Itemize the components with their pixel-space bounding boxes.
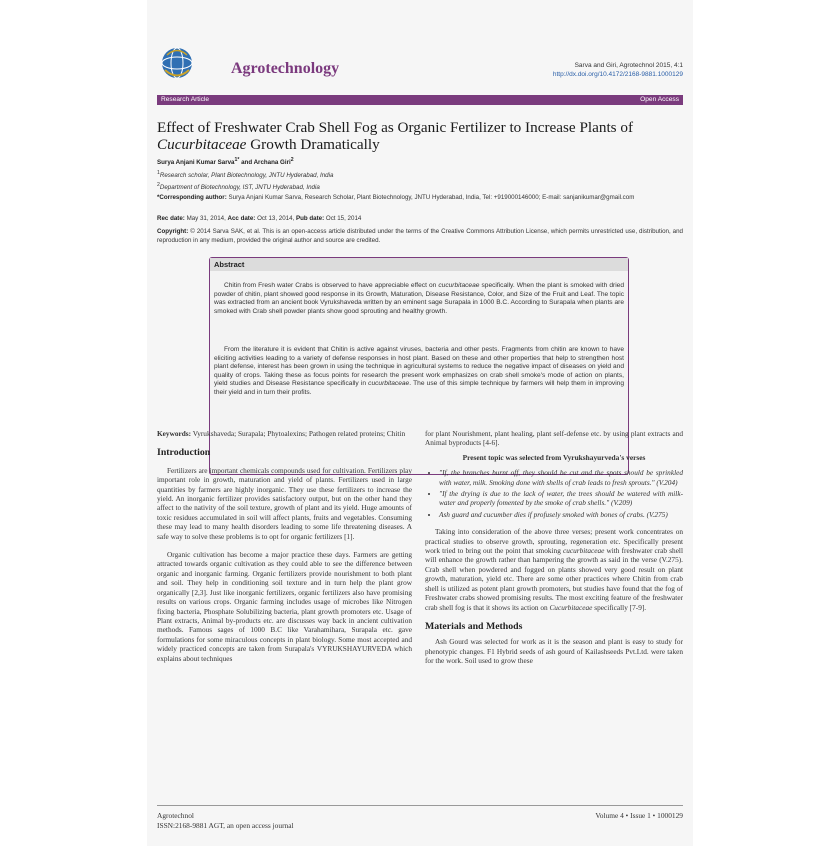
introduction-heading: Introduction	[157, 447, 211, 459]
study-italic-1: cucurbitaceae	[563, 546, 605, 556]
rec-date: May 31, 2014,	[184, 215, 228, 222]
abs-p1-a: Chitin from Fresh water Crabs is observed to have appreciable effect on	[224, 282, 439, 289]
footer-issn: ISSN:2168-9881 AGT, an open access journal	[157, 820, 294, 830]
copyright-label: Copyright:	[157, 228, 189, 235]
affiliation-1	[157, 169, 683, 181]
article-type-label: Research Article	[161, 96, 210, 103]
title-text: Effect of Freshwater Crab Shell Fog as Organic Fertilizer to Increase Plants of	[157, 119, 634, 136]
corresponding-author	[157, 194, 683, 203]
corresponding-label: *Corresponding author:	[157, 194, 227, 201]
article-title	[157, 119, 677, 153]
author-2: and Archana Giri	[239, 159, 291, 167]
methods-heading: Materials and Methods	[425, 620, 523, 632]
citation-text: Sarva and Giri, Agrotechnol 2015, 4:1	[574, 62, 683, 69]
footer-volume: Volume 4 • Issue 1 • 1000129	[595, 811, 683, 820]
dates-line	[157, 215, 683, 224]
study-text-a: Taking into consideration of the above three verses; present work concentrates on practical studies to observe growth, sprouting, regeneration etc. Specifically present work tried to bring out the point that smoking	[425, 527, 683, 556]
pub-date: Oct 15, 2014	[324, 215, 362, 222]
author-2-sup: 2	[290, 157, 294, 163]
continued-paragraph: for plant Nourishment, plant healing, plant self-defense etc. by using plant extracts and Animal byproducts [4-6].	[425, 429, 683, 448]
left-column	[157, 429, 412, 663]
journal-name: Agrotechnology	[231, 60, 340, 77]
footer-journal: Agrotechnol	[157, 811, 194, 820]
study-italic-2: Cucurbitaceae	[549, 602, 593, 612]
abstract-paragraph-1	[214, 282, 624, 316]
aff1-sup: 1	[157, 170, 160, 176]
copyright-text: © 2014 Sarva SAK, et al. This is an open-access article distributed under the terms of the Creative Commons Attribution License, which permits unrestricted use, distribution, and reproduction in any medium, provided the original author and source are credited.	[157, 228, 683, 244]
study-paragraph	[425, 527, 683, 612]
corresponding-text: Surya Anjani Kumar Sarva, Research Scholar, Plant Biotechnology, JNTU Hyderabad, India, Tel: +919000146000; E-mail: sanjanikumar@gmail.com	[226, 194, 635, 201]
abs-p1-b: specifically. When the plant is smoked with dried powder of chitin, plant showed good response in its Growth, Maturation, Disease Resistance, Color, and Size of the Fruit and Leaf. The topic was extracted from an ancient book Vyrukshaveda written by an eminent sage Surapala in 1000 B.C. According to Surapala when plants are smoked with Crab shell powder plants show good sprouting and healthy growth.	[214, 282, 624, 315]
citation-block	[553, 61, 683, 79]
footer-rule	[157, 805, 683, 806]
author-line	[157, 156, 683, 168]
abs-p2-b: . The use of this simple technique by farmers will help them in improving their yield and in turn their profits.	[214, 380, 624, 396]
study-text-b: with freshwater crab shell will enhance the growth rather than hampering the growth as said in the verse (V.275). Crab shell when powdered and fogged on plants showed very good result on plant growth, maturation, yield etc. There are some other practices where Chitin from crab shell is utilized as potent plant growth promoters, but studies have found that the fog of Freshwater crabs showed promising results. The most exciting feature of the freshwater crab shell fog is that it shows its action on	[425, 546, 683, 612]
verse-item: • "If, the branches burnt off, they should be cut and the spots should be sprinkled with water, milk. Smoking done with shells of crab leads to fresh sprouts." (V.204)	[439, 468, 683, 487]
intro-paragraph-2: Organic cultivation has become a major practice these days. Farmers are getting attracted towards organic cultivation as they could able to see the difference between organic and inorganic farming. Organic fertilizers provide nourishment to both plant and soil. They help in conditioning soil texture and in turn help the plant grow organically [2,3]. Just like inorganic fertilizers, organic fertilizers also have promising results on various crops. Organic farming includes usage of microbes like Nitrogen fixing bacteria, Phosphate Solubilizing bacteria, plant growth promoters etc. Usage of Plant extracts, Animal by-products etc. are discusses way back in ancient cultivation methods. Famous sages of 1000 B.C like Varahamihara, Surapala etc. gave formulations for some miraculous concepts in plant biology. Some most accepted and widely practiced concepts are taken from Surapala's VYRUKSHAYURVEDA which explains about techniques	[157, 550, 412, 663]
methods-paragraph: Ash Gourd was selected for work as it is the season and plant is easy to study for phenotypic changes. F1 Hybrid seeds of ash gourd of Kailashseeds Pvt.Ltd. were taken for the work. Soil used to grow these	[425, 637, 683, 666]
rec-label: Rec date:	[157, 215, 185, 222]
pub-label: Pub date:	[295, 215, 325, 222]
abs-p2-i: cucurbitaceae	[368, 380, 410, 388]
author-1-sup: 1*	[234, 157, 240, 163]
page-footer	[157, 811, 683, 830]
copyright-notice	[157, 228, 683, 245]
aff2-text: Department of Biotechnology, IST, JNTU Hyderabad, India	[159, 184, 320, 192]
verses-heading: Present topic was selected from Vyrukshayurveda's verses	[462, 452, 646, 462]
journal-logo-icon	[157, 43, 197, 83]
abs-p1-i: cucurbitaceae	[438, 282, 480, 289]
author-1: Surya Anjani Kumar Sarva	[157, 159, 235, 167]
keywords-label: Keywords:	[157, 429, 192, 438]
title-italic: Cucurbitaceae	[157, 136, 247, 153]
aff1-text: Research scholar, Plant Biotechnology, JNTU Hyderabad, India	[159, 172, 334, 180]
aff2-sup: 2	[157, 182, 160, 188]
acc-date: Oct 13, 2014,	[255, 215, 296, 222]
abstract-heading: Abstract	[210, 258, 628, 271]
affiliation-2	[157, 181, 683, 193]
abs-p2-a: From the literature it is evident that Chitin is active against viruses, bacteria and other pests. Fragments from chitin are known to have eliciting activities leading to a variety of defense responses in host plant. Based on these and other properties that help to strengthen host plant defense, interest has been grown in using the technique in agricultural systems to reduce the negative impact of diseases on yield and quality of crops. Taking these as focus points for research the present work emphasizes on crab shell smoke's mode of action on plants, yield studies and Disease Resistance specifically in	[214, 346, 624, 388]
title-tail: Growth Dramatically	[246, 136, 380, 153]
doi-link[interactable]: http://dx.doi.org/10.4172/2168-9881.1000129	[552, 71, 683, 78]
acc-label: Acc date:	[227, 215, 256, 222]
verse-item: • "If the drying is due to the lack of water, the trees should be watered with milk-water and properly fomented by the smoke of crab shells." (V.209)	[439, 489, 683, 508]
verse-item: • Ash guard and cucumber dies if profusely smoked with bones of crabs. (V.275)	[439, 510, 683, 519]
open-access-label: Open Access	[640, 96, 679, 103]
keywords	[157, 429, 412, 438]
abstract-paragraph-2	[214, 346, 624, 398]
right-column	[425, 429, 683, 666]
study-text-c: specifically [7-9].	[592, 602, 647, 612]
keywords-text: Vyrukshaveda; Surapala; Phytoalexins; Pathogen related proteins; Chitin	[191, 429, 406, 438]
verses-list	[425, 468, 683, 519]
article-type-band	[157, 95, 683, 105]
intro-paragraph-1: Fertilizers are important chemicals compounds used for cultivation. Fertilizers play important role in growth, maturation and yield of plants. Fertilizers used in large quantities by farmers are highly inorganic. They use these fertilizers to increase the yield. An inorganic fertilizer provides satisfactory output, but on the other hand they affect to the nativity of the soil texture, growth of plant and its yield. Huge amounts of toxic residues accumulated in soil will affect plants, fruits and vegetables. Consuming these may lead to many health disorders leading to some life threatening diseases. A safe way to solve these problems is to opt for organic fertilizers [1].	[157, 465, 412, 541]
